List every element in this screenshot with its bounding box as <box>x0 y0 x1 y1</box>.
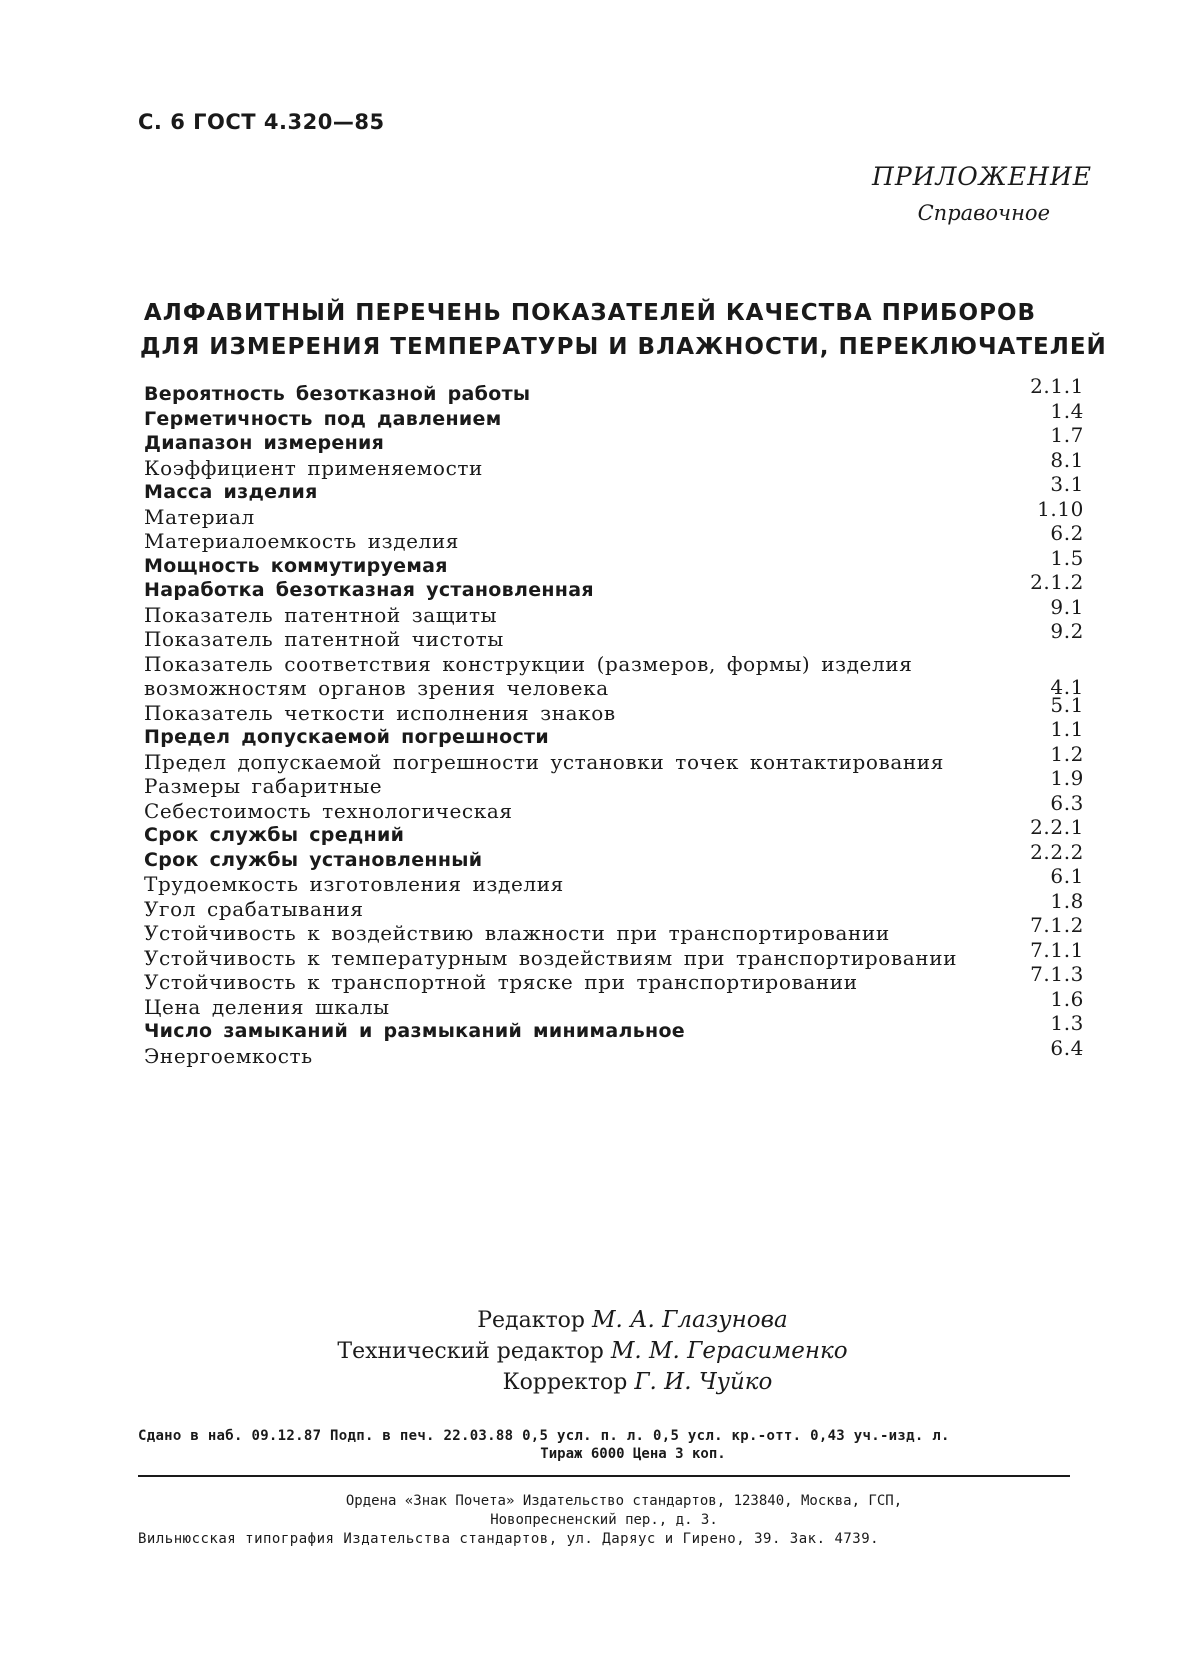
credits <box>0 1305 1185 1398</box>
index-ref: 1.8 <box>1050 888 1084 913</box>
index-ref: 7.1.1 <box>1030 937 1084 962</box>
index-ref: 6.4 <box>1050 1035 1084 1060</box>
tech-editor-name: М. М. Герасименко <box>610 1338 848 1364</box>
index-term: Показатель патентной чистоты <box>144 627 504 651</box>
index-ref: 1.9 <box>1050 766 1084 790</box>
print-imprint <box>138 1428 1068 1462</box>
index-term: Число замыканий и размыканий минимальное <box>144 1020 685 1042</box>
index-row <box>144 521 1084 554</box>
index-row <box>144 864 1084 897</box>
index-row <box>144 472 1084 505</box>
index-row <box>144 374 1084 407</box>
imprint-line-2: Тираж 6000 Цена 3 коп. <box>540 1446 726 1462</box>
index-term: Масса изделия <box>144 481 318 503</box>
index-term: Себестоимость технологическая <box>144 798 513 823</box>
index-term: Герметичность под давлением <box>144 407 502 430</box>
index-ref: 8.1 <box>1050 447 1084 472</box>
tech-editor-label: Технический редактор <box>337 1339 604 1364</box>
index-term: Энергоемкость <box>144 1043 313 1068</box>
index-row <box>144 545 1084 579</box>
index-ref: 6.1 <box>1050 864 1084 888</box>
index-ref: 1.4 <box>1050 398 1084 423</box>
appendix-label <box>872 162 1092 225</box>
imprint-divider <box>138 1475 1070 1477</box>
corrector-line <box>0 1367 1185 1398</box>
index-term: Вероятность безотказной работы <box>144 383 531 405</box>
index-ref: 1.1 <box>1050 717 1084 741</box>
index-ref: 9.1 <box>1050 594 1084 619</box>
index-term: Мощность коммутируемая <box>144 554 448 577</box>
index-row <box>144 570 1084 603</box>
index-ref: 2.1.1 <box>1030 374 1084 398</box>
index-row <box>144 962 1084 995</box>
index-ref: 7.1.2 <box>1030 913 1084 937</box>
index-term: Трудоемкость изготовления изделия <box>144 872 564 896</box>
index-term: Материал <box>144 504 255 529</box>
index-row <box>144 888 1084 922</box>
index-row <box>144 766 1084 799</box>
index-ref: 5.1 <box>1050 692 1084 717</box>
index-ref: 4.1 <box>1050 675 1084 699</box>
publisher-line-1: Ордена «Знак Почета» Издательство стандартов, 123840, Москва, ГСП, <box>345 1493 903 1509</box>
publisher-line-2: Новопресненский пер., д. 3. <box>490 1512 718 1528</box>
index-term: Срок службы установленный <box>144 848 483 871</box>
index-ref: 1.2 <box>1050 741 1084 766</box>
index-term: Угол срабатывания <box>144 896 364 921</box>
editor-line <box>0 1305 1185 1336</box>
tech-editor-line <box>0 1336 1185 1367</box>
index-term: Показатель патентной защиты <box>144 602 498 627</box>
index-term: Предел допускаемой погрешности <box>144 726 549 748</box>
index-row <box>144 790 1084 824</box>
index-ref: 2.1.2 <box>1030 570 1084 594</box>
document-title-line-1: АЛФАВИТНЫЙ ПЕРЕЧЕНЬ ПОКАЗАТЕЛЕЙ КАЧЕСТВА ПРИБОРОВ <box>143 300 1037 326</box>
index-row <box>144 398 1084 432</box>
corrector-name: Г. И. Чуйко <box>634 1369 773 1395</box>
index-term: Устойчивость к воздействию влажности при транспортировании <box>144 921 890 945</box>
index-row <box>144 496 1084 530</box>
index-ref: 2.2.2 <box>1030 839 1084 864</box>
index-row <box>144 652 1084 701</box>
document-title <box>140 296 1107 364</box>
index-row <box>144 717 1084 750</box>
index-row <box>144 815 1084 848</box>
index-ref: 1.7 <box>1050 423 1084 447</box>
index-term: Материалоемкость изделия <box>144 529 459 553</box>
document-title-line-2: ДЛЯ ИЗМЕРЕНИЯ ТЕМПЕРАТУРЫ И ВЛАЖНОСТИ, ПЕРЕКЛЮЧАТЕЛЕЙ <box>140 334 1107 360</box>
index-row <box>144 619 1084 652</box>
imprint-line-1: Сдано в наб. 09.12.87 Подп. в печ. 22.03.88 0,5 усл. п. л. 0,5 усл. кр.-отт. 0,43 уч.-изд. л. <box>138 1428 950 1444</box>
index-row <box>144 594 1084 628</box>
index-ref: 1.5 <box>1050 545 1084 570</box>
index-ref: 1.6 <box>1050 986 1084 1011</box>
index-row <box>144 1011 1084 1044</box>
index-row <box>144 937 1084 971</box>
index-term: Коэффициент применяемости <box>144 455 483 480</box>
index-ref: 6.2 <box>1050 521 1084 545</box>
appendix-title: ПРИЛОЖЕНИЕ <box>872 162 1092 191</box>
editor-label: Редактор <box>477 1308 585 1333</box>
index-row <box>144 986 1084 1020</box>
index-term: Предел допускаемой погрешности установки точек контактирования <box>144 749 944 774</box>
index-term: Цена деления шкалы <box>144 994 390 1019</box>
index-term: Показатель четкости исполнения знаков <box>144 700 616 725</box>
index-term: Размеры габаритные <box>144 774 383 798</box>
index-ref: 9.2 <box>1050 619 1084 643</box>
index-row <box>144 913 1084 946</box>
index-term: Устойчивость к транспортной тряске при транспортировании <box>144 970 858 994</box>
index-term: Показатель соответствия конструкции (размеров, формы) изделия возможностям органов зрения человека <box>144 651 913 700</box>
index-term: Устойчивость к температурным воздействиям при транспортировании <box>144 945 958 970</box>
index-ref: 6.3 <box>1050 790 1084 815</box>
index-row <box>144 1035 1084 1069</box>
index-ref: 1.3 <box>1050 1011 1084 1035</box>
index-row <box>144 839 1084 873</box>
index-ref: 7.1.3 <box>1030 962 1084 986</box>
index-row <box>144 692 1084 726</box>
index-term: Диапазон измерения <box>144 432 385 454</box>
index-row <box>144 741 1084 775</box>
index-term: Срок службы средний <box>144 824 405 846</box>
publisher-line-3: Вильнюсская типография Издательства стандартов, ул. Даряус и Гирено, 39. Зак. 4739. <box>138 1531 880 1547</box>
editor-name: М. А. Глазунова <box>591 1307 788 1333</box>
appendix-subtitle: Справочное <box>917 201 1050 225</box>
page-header: С. 6 ГОСТ 4.320—85 <box>138 110 385 134</box>
index-term: Наработка безотказная установленная <box>144 579 594 601</box>
index-ref: 1.10 <box>1037 496 1084 521</box>
index-row <box>144 447 1084 481</box>
index-ref: 3.1 <box>1050 472 1084 496</box>
index-ref: 2.2.1 <box>1030 815 1084 839</box>
index-list <box>144 374 1084 1068</box>
index-row <box>144 423 1084 456</box>
corrector-label: Корректор <box>502 1370 628 1395</box>
publisher-info <box>138 1492 1070 1549</box>
